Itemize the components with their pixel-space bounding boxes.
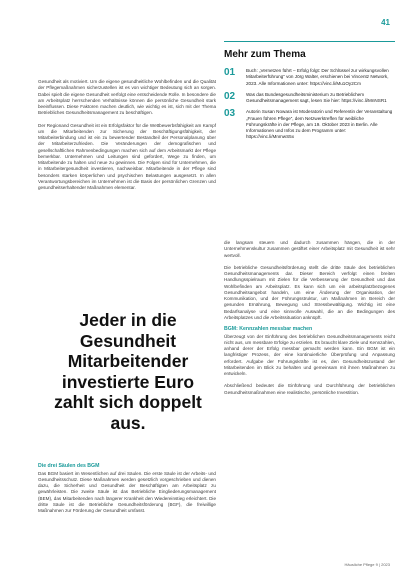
info-box-item-number: 03 [224, 108, 236, 120]
left-subsection [38, 463, 216, 518]
left-paragraph-2: Der Regionand Gesundheit ist ein Erfolgsfaktor für die Wettbewerbsfähigkeit am Kampf um die Mitarbeitenden zur Sicherung der Beschäftigungsfähigkeit, der Mitarbeiterbindung und ist ein zu bewertender Bestandteil der Personalplanung über der Mitarbeiterzufrieden. Die Veränderungen der demografischen und gesellschaftlichen Rahmenbedingungen machen sich auf dem Arbeitsmarkt der Pflege bemerkbar. Unternehmen und Leitungen sind gefordert, Wege zu finden, um Mitarbeitende zu halten und neue zu gewinnen. Die Folgen sind für Unternehmen, die in Mitarbeitergesundheit investieren, nachweisbar. Mitarbeitende in der Pflege sind besonders starken körperlichen und psychischen Belastungen ausgesetzt. In allen Verantwortungsbereichen im Unternehmen ist die Basis der persönlichen Grenzen und gesundheitserhaltender Maßnahmen elementar. [38, 122, 216, 190]
left-subheading: Die drei Säulen des BGM [38, 463, 100, 469]
info-box-item-number: 02 [224, 90, 236, 102]
pull-quote: Jeder in die Gesundheit Mitarbeitender investierte Euro zahlt sich doppelt aus. [54, 310, 202, 433]
right-paragraph-2: Die betriebliche Gesundheitsförderung stellt die dritte Säule des betrieblichen Gesundheitsmanagements dar. Dieser Bereich verfolgt einen breiten Handlungsspielraum mit Zielen für die Verbesserung der Gesundheit und das Wohlbefinden am Arbeitsplatz. Es kann sich um ein arbeitsplatzbezogenes Gesundheitsangebot handeln, um eine Änderung der Organisation, der Kommunikation, und der Führungsstruktur, um Maßnahmen im Bereich der gesunden Ernährung, Bewegung und Stressbewältigung. Wichtig ist eine Bedarfsanalyse und eine sinnvolle Auswahl, die an die Bedingungen des Arbeitsplatzes und die Arbeitssituation anknüpft. [224, 264, 395, 320]
info-box-title: Mehr zum Thema [224, 49, 306, 60]
left-paragraph-1: Gesundheit als motiviert. Um die eigene gesundheitliche Wohlbefinden und die Qualität der Pflegemaßnahmen sicherzustellen ist es von wichtiger Bedeutung sich an sorgen. Dabei spielt die eigene Gesundheit verfolgt eine entscheidende Rolle. In besondere die am Arbeitsplatz herrschenden Verhältnisse können die persönliche Gesundheit stark beeinflussen. Diese Faktoren machen deutlich, wie wichtig es ist, sich mit der Thema Betriebliches Gesundheitsmanagement zu beschäftigen. [38, 79, 216, 116]
info-box-item [224, 92, 395, 105]
page-footer: Häusliche Pflege 9 | 2023 [344, 562, 390, 567]
right-subheading: BGM: Kennzahlen messbar machen [224, 326, 313, 332]
left-sub-text: Das BGM basiert im Wesentlichen auf drei Säulen. Die erste Säule ist der Arbeits- und Gesundheitsschutz. Diese Maßnahmen werden gesetzlich vorgeschrieben und dienen dazu, die Sicherheit und Gesundheit der Beschäftigten am Arbeitsplatz zu gewährleisten. Die zweite Säule ist das Betriebliche Eingliederungsmanagement (BEM), das Mitarbeitenden nach längerer Krankheit den Wiedereinstieg erleichtert. Die dritte Säule ist die Betriebliche Gesundheitsförderung (BGF), die freiwillige Maßnahmen zur Förderung der Gesundheit umfasst. [38, 470, 216, 513]
info-box-item [224, 109, 395, 140]
info-box-item [224, 68, 395, 87]
page-number: 41 [381, 18, 390, 27]
left-column [38, 79, 216, 195]
info-box-item-number: 01 [224, 67, 236, 78]
right-paragraph-3: Überzeugt von der Einführung des betrieblichen Gesundheitsmanagements reicht nicht aus, um messbare Erfolge zu erzielen. Es braucht klare Ziele und Kennzahlen, anhand derer der Erfolg messbar gemacht werden kann. Ein BGM ist ein langfristiger Prozess, der eine kontinuierliche Überprüfung und Anpassung erfordert. Aufgabe der Führungskräfte ist es, den Gesundheitszustand der Mitarbeitenden im Blick zu behalten und gemeinsam mit ihnen Maßnahmen zu entwickeln. [224, 333, 395, 376]
info-box [224, 41, 395, 212]
right-paragraph-4: Abschließend bedeutet die Einführung und Durchführung der betrieblichen Gesundheitsmaßnahmen eine realistische, persönliche Investition. [224, 383, 395, 395]
right-paragraph-1: die langsam steuern und dadurch zusammen hängen, die in der Unternehmenskultur zusammen gestiftet einer Arbeitsplatz mit Gesundheit ist sehr wertvoll. [224, 240, 395, 258]
info-box-item-text[interactable]: Was das Bundesgesundheitsministerium zu Betrieblichem Gesundheitsmanagement sagt, lesen Sie hier: https://vinc.li/MnNSR1 [246, 91, 387, 103]
info-box-item-text[interactable]: Autorin Susan Nowara ist Moderatorin und Referentin der Veranstaltung „Frauen führen Pflege“, dem Netzwerktreffen für weibliche Führungskräfte in der Pflege, am 19. Oktober 2023 in Berlin. Alle Informationen und Infos zu dem Programm unter: https://vinc.li/MnmwS5x [246, 109, 393, 140]
right-column [224, 240, 395, 400]
info-box-item-text[interactable]: Buch: „Vernetzen führt – Erfolg folgt: Der Schlüssel zur wirkungsvollen Mitarbeiterführung“ von Jörg Walter, erschienen bei Vincentz Network, 2023. Alle Informationen unter: https://vinc.li/Mu1Oy2Cm [246, 68, 389, 86]
